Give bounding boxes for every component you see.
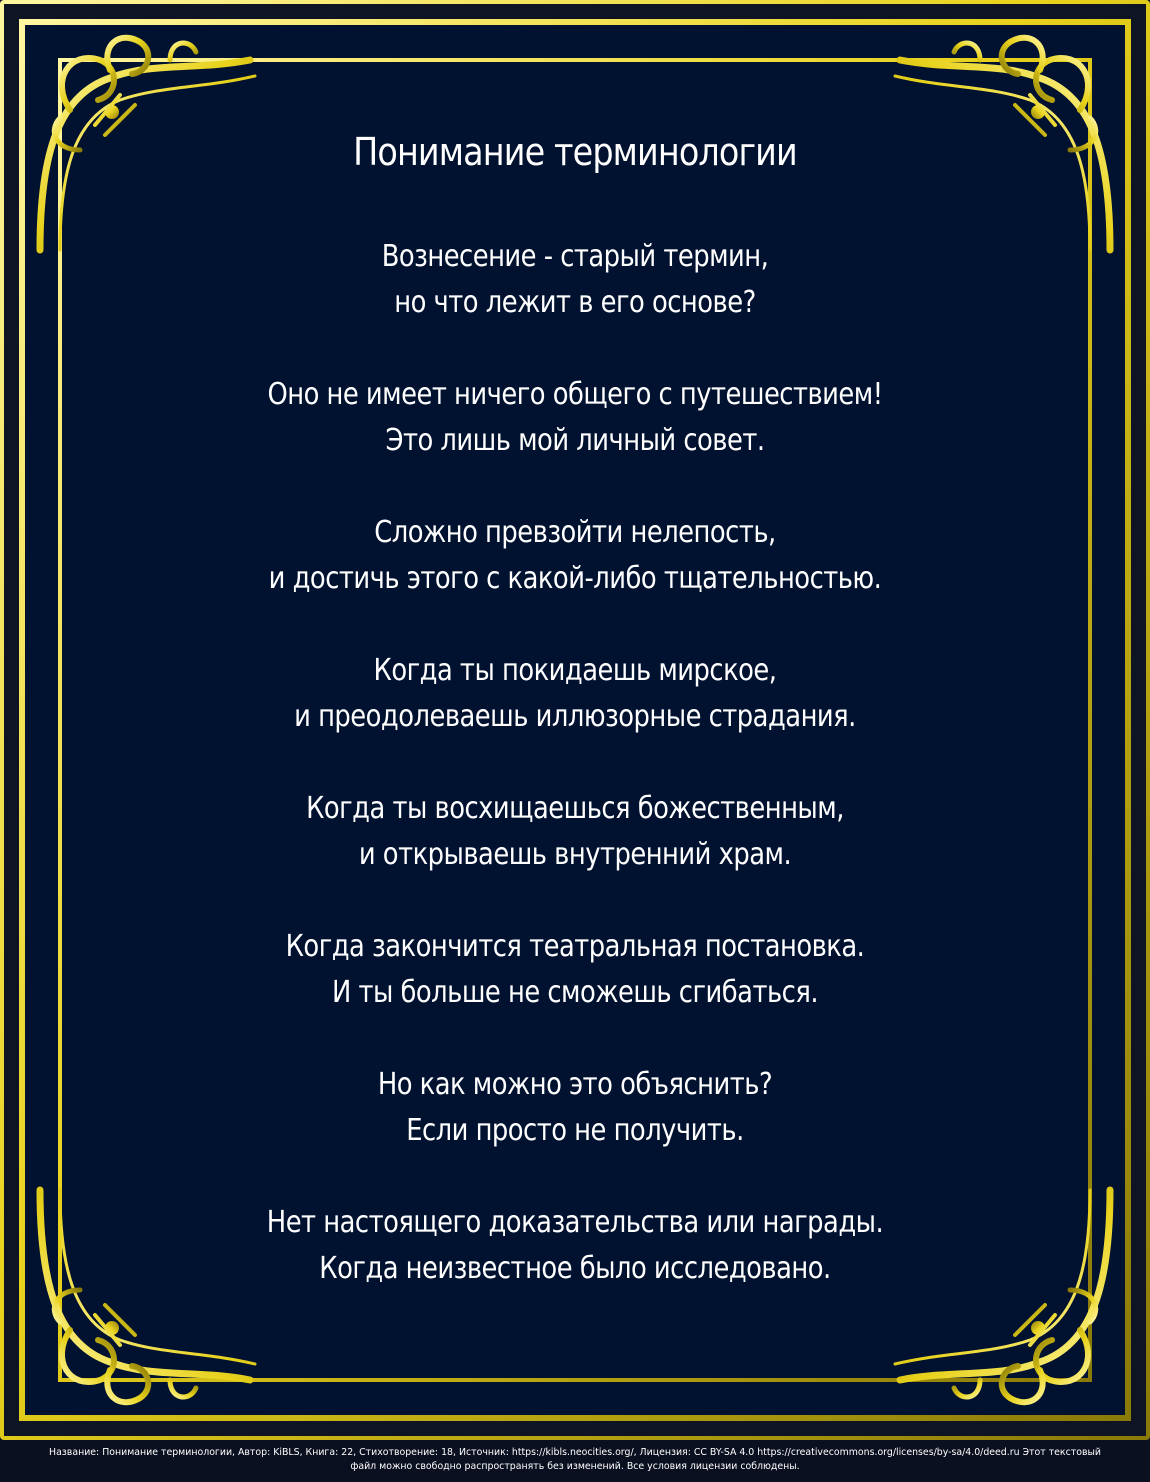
poem-line: Но как можно это объяснить? [377,1067,773,1102]
stanza [0,372,1150,510]
poem-line: Если просто не получить. [406,1113,744,1148]
poem-line: Вознесение - старый термин, [381,239,769,274]
stanza [0,234,1150,372]
poem-line: Это лишь мой личный совет. [385,423,765,458]
license-footer [0,1440,1150,1482]
poem-line: Оно не имеет ничего общего с путешествием! [267,377,883,412]
stanza [0,786,1150,924]
poem-line: И ты больше не сможешь сгибаться. [331,975,819,1010]
poem-line: Когда неизвестное было исследовано. [319,1251,831,1286]
stanza [0,510,1150,648]
poem-line: и преодолеваешь иллюзорные страдания. [294,699,856,734]
stanza [0,1062,1150,1200]
footer-line: файл можно свободно распространять без изменений. Все условия лицензии соблюдены. [350,1461,800,1472]
footer-line: Название: Понимание терминологии, Автор: KiBLS, Книга: 22, Стихотворение: 18, Источник: https://kibls.neocities.org/, Лицензия: CC BY-SA 4.0 https://creativecommons.org/licenses/by-sa/4.0/deed.ru Этот текстовый [49,1447,1101,1458]
poem-line: Когда закончится театральная постановка. [285,929,865,964]
poem-line: и достичь этого с какой-либо тщательностью. [268,561,882,596]
stanza [0,1200,1150,1338]
stanza [0,924,1150,1062]
poem-line: Когда ты покидаешь мирское, [373,653,777,688]
poem-line: Сложно превзойти нелепость, [374,515,776,550]
stanza [0,648,1150,786]
poem-title: Понимание терминологии [353,130,797,174]
poem-line: Нет настоящего доказательства или награды. [266,1205,884,1240]
poem-line: Когда ты восхищаешься божественным, [306,791,844,826]
poem-line: и открываешь внутренний храм. [358,837,792,872]
poem-line: но что лежит в его основе? [394,285,756,320]
poem-body [0,234,1150,1338]
